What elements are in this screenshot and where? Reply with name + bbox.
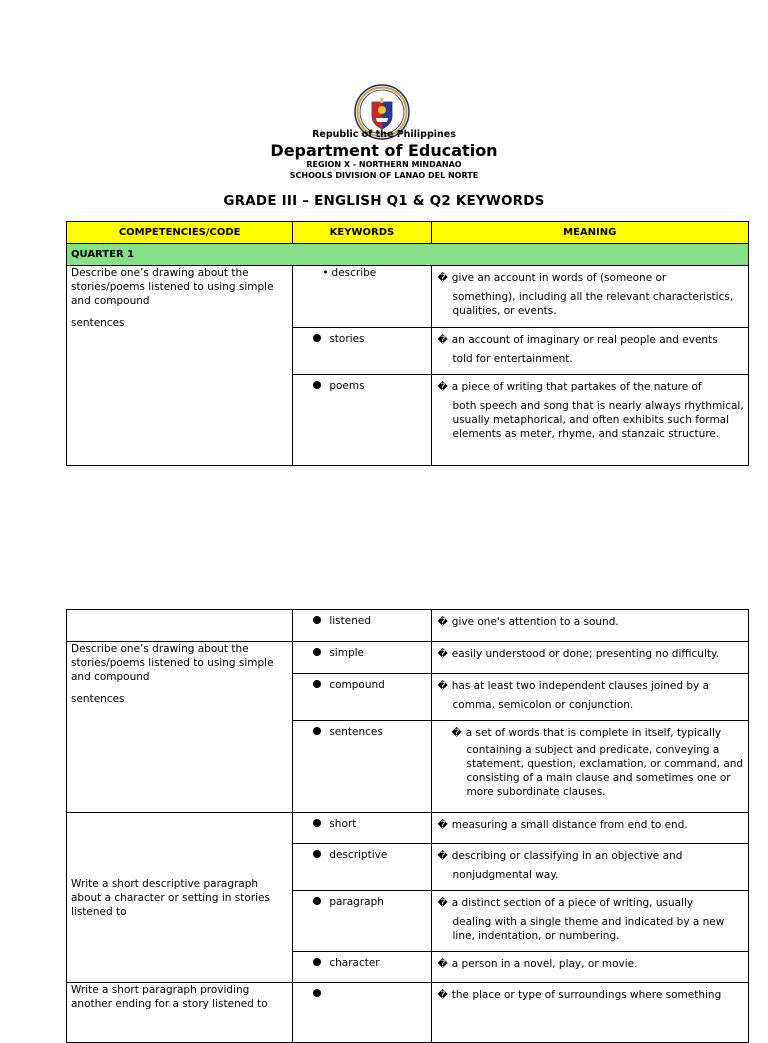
keywords-table-1 <box>66 221 749 466</box>
keyword-cell <box>293 721 431 813</box>
republic-heading: Republic of the Philippines <box>312 129 456 140</box>
replacement-char-icon: � <box>437 273 448 284</box>
replacement-char-icon: � <box>437 851 448 862</box>
meaning-text: easily understood or done; presenting no difficulty. <box>451 648 720 660</box>
competency-text: sentences <box>71 693 125 705</box>
competency-text: sentences <box>71 317 125 329</box>
meaning-text: a piece of writing that partakes of the nature of <box>451 381 702 393</box>
bullet-icon <box>313 381 321 389</box>
keyword-cell <box>293 266 431 328</box>
competency-cell <box>67 610 293 642</box>
meaning-cell <box>431 952 748 983</box>
competency-text: Describe one’s drawing about the stories/poems listened to using simple and compound <box>71 267 274 307</box>
keyword-text: compound <box>329 679 385 691</box>
document-title: GRADE III – ENGLISH Q1 & Q2 KEYWORDS <box>223 193 545 209</box>
bullet-icon <box>313 819 321 827</box>
replacement-char-icon: � <box>437 617 448 628</box>
replacement-char-icon: � <box>451 728 462 739</box>
keyword-text: simple <box>329 647 364 659</box>
competency-text: Describe one’s drawing about the stories/poems listened to using simple and compound <box>71 643 274 683</box>
meaning-text: containing a subject and predicate, conveying a statement, question, exclamation, or command, and consisting of a main clause and sometimes one or more subordinate clauses. <box>466 744 744 798</box>
meaning-cell <box>431 375 748 466</box>
meaning-cell <box>431 642 748 674</box>
meaning-cell <box>431 610 748 642</box>
keyword-text: sentences <box>329 726 383 738</box>
meaning-text: told for entertainment. <box>452 353 573 365</box>
bullet-icon: • <box>322 267 329 279</box>
meaning-text: give one's attention to a sound. <box>451 616 619 628</box>
bullet-icon <box>313 334 321 342</box>
meaning-cell <box>431 266 748 328</box>
keyword-cell <box>293 642 431 674</box>
table-row <box>67 642 749 674</box>
competency-cell <box>67 266 293 466</box>
keywords-table-2 <box>66 609 749 1043</box>
meaning-text: a set of words that is complete in itself, typically <box>465 727 722 739</box>
keyword-cell <box>293 610 431 642</box>
table-header-row <box>67 222 749 244</box>
meaning-text: a person in a novel, play, or movie. <box>451 958 638 970</box>
meaning-text: has at least two independent clauses joined by a <box>451 680 710 692</box>
meaning-text: something), including all the relevant characteristics, qualities, or events. <box>452 291 734 317</box>
meaning-text: a distinct section of a piece of writing, usually <box>451 897 694 909</box>
bullet-icon <box>313 680 321 688</box>
table-row <box>67 983 749 1043</box>
department-heading: Department of Education <box>270 141 498 160</box>
replacement-char-icon: � <box>437 681 448 692</box>
bullet-icon <box>313 727 321 735</box>
table-row <box>67 610 749 642</box>
replacement-char-icon: � <box>437 820 448 831</box>
keyword-cell <box>293 983 431 1043</box>
keyword-text: paragraph <box>329 896 384 908</box>
bullet-icon <box>313 648 321 656</box>
replacement-char-icon: � <box>437 649 448 660</box>
replacement-char-icon: � <box>437 382 448 393</box>
table-row <box>67 813 749 844</box>
replacement-char-icon: � <box>437 335 448 346</box>
meaning-text: the place or type of surroundings where something <box>451 989 722 1001</box>
replacement-char-icon: � <box>437 898 448 909</box>
table-row <box>67 266 749 328</box>
keyword-text: listened <box>329 615 371 627</box>
meaning-text: describing or classifying in an objective and <box>451 850 683 862</box>
keyword-cell <box>293 674 431 721</box>
keyword-text: poems <box>329 380 365 392</box>
competency-cell <box>67 642 293 813</box>
competency-cell <box>67 813 293 983</box>
bullet-icon <box>313 958 321 966</box>
header-competencies: COMPETENCIES/CODE <box>67 222 293 244</box>
keyword-cell <box>293 813 431 844</box>
keyword-text: descriptive <box>329 849 388 861</box>
meaning-text: measuring a small distance from end to end. <box>451 819 688 831</box>
competency-text: Write a short paragraph providing another ending for a story listened to <box>71 984 268 1010</box>
meaning-text: both speech and song that is nearly always rhythmical, usually metaphorical, and often exhibits such formal elements as meter, rhyme, and stanzaic structure. <box>452 400 744 440</box>
bullet-icon <box>313 616 321 624</box>
meaning-cell <box>431 813 748 844</box>
keyword-text: character <box>329 957 380 969</box>
keyword-cell <box>293 328 431 375</box>
keyword-cell <box>293 844 431 891</box>
keyword-cell <box>293 952 431 983</box>
quarter-row <box>67 244 749 266</box>
meaning-text: nonjudgmental way. <box>452 869 559 881</box>
bullet-icon <box>313 989 321 997</box>
meaning-cell <box>431 721 748 813</box>
keyword-text: short <box>329 818 357 830</box>
competency-cell <box>67 983 293 1043</box>
meaning-text: an account of imaginary or real people and events <box>451 334 718 346</box>
meaning-text: give an account in words of (someone or <box>451 272 667 284</box>
meaning-cell <box>431 891 748 952</box>
bullet-icon <box>313 897 321 905</box>
region-heading: REGION X - NORTHERN MINDANAO <box>306 160 462 169</box>
meaning-cell <box>431 844 748 891</box>
header-keywords: KEYWORDS <box>293 222 431 244</box>
bullet-icon <box>313 850 321 858</box>
meaning-text: comma, semicolon or conjunction. <box>452 699 634 711</box>
replacement-char-icon: � <box>437 990 448 1001</box>
header-meaning: MEANING <box>431 222 748 244</box>
keyword-text: stories <box>329 333 365 345</box>
meaning-cell <box>431 983 748 1043</box>
keyword-text: describe <box>331 267 377 279</box>
keyword-cell <box>293 375 431 466</box>
replacement-char-icon: � <box>437 959 448 970</box>
competency-text: Write a short descriptive paragraph about a character or setting in stories listened to <box>71 877 270 918</box>
keyword-cell <box>293 891 431 952</box>
quarter-label: QUARTER 1 <box>67 244 749 266</box>
division-heading: SCHOOLS DIVISION OF LANAO DEL NORTE <box>289 171 479 180</box>
meaning-cell <box>431 674 748 721</box>
meaning-cell <box>431 328 748 375</box>
meaning-text: dealing with a single theme and indicated by a new line, indentation, or numbering. <box>452 916 725 942</box>
